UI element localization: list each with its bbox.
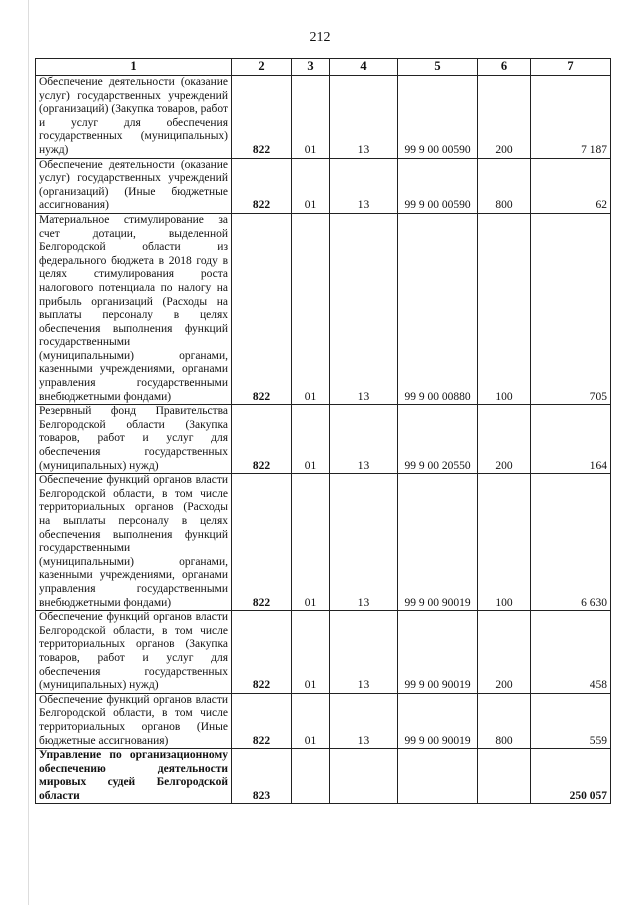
row-expense-type: 100 [478,213,531,404]
scan-edge-line [28,0,29,905]
row-target-article: 99 9 00 90019 [398,611,478,694]
table-row [36,213,611,404]
row-subsection-code: 13 [330,693,398,748]
row-section-code: 01 [292,611,330,694]
row-amount: 7 187 [531,76,611,159]
row-amount: 559 [531,693,611,748]
row-subsection-code: 13 [330,158,398,213]
row-section-code: 01 [292,474,330,611]
table-row [36,693,611,748]
table-row [36,405,611,474]
row-description: Материальное стимулирование за счет дотации, выделенной Белгородской области из федерального бюджета в 2018 году в целях стимулирования роста налогового потенциала по налогу на прибыль организаций (Расходы на выплаты персоналу в целях обеспечения выполнения функций государственными (муниципальными) органами, казенными учреждениями, органами управления государственными внебюджетными фондами) [36,213,232,404]
row-expense-type: 800 [478,158,531,213]
table-row [36,474,611,611]
row-subsection-code: 13 [330,213,398,404]
row-description: Управление по организационному обеспечению деятельности мировых судей Белгородской области [36,749,232,804]
row-department-code: 822 [232,611,292,694]
table-header-row [36,59,611,76]
row-description: Резервный фонд Правительства Белгородской области (Закупка товаров, работ и услуг для обеспечения государственных (муниципальных) нужд) [36,405,232,474]
row-expense-type: 100 [478,474,531,611]
row-amount: 62 [531,158,611,213]
row-target-article: 99 9 00 00590 [398,76,478,159]
row-department-code: 822 [232,213,292,404]
row-section-code [292,749,330,804]
row-department-code: 823 [232,749,292,804]
row-expense-type: 200 [478,611,531,694]
row-description: Обеспечение функций органов власти Белгородской области, в том числе территориальных органов (Иные бюджетные ассигнования) [36,693,232,748]
row-section-code: 01 [292,693,330,748]
row-expense-type: 200 [478,405,531,474]
row-expense-type [478,749,531,804]
row-amount: 458 [531,611,611,694]
row-description: Обеспечение функций органов власти Белгородской области, в том числе территориальных органов (Закупка товаров, работ и услуг для обеспечения государственных (муниципальных) нужд) [36,611,232,694]
row-subsection-code: 13 [330,76,398,159]
row-amount: 705 [531,213,611,404]
table-row-department-total [36,749,611,804]
row-department-code: 822 [232,405,292,474]
row-subsection-code: 13 [330,474,398,611]
row-target-article: 99 9 00 90019 [398,693,478,748]
header-col-3: 3 [292,59,330,76]
budget-table [35,58,611,804]
header-col-5: 5 [398,59,478,76]
header-col-4: 4 [330,59,398,76]
table-row [36,611,611,694]
header-col-7: 7 [531,59,611,76]
table-row [36,158,611,213]
row-department-code: 822 [232,76,292,159]
row-description: Обеспечение функций органов власти Белгородской области, в том числе территориальных органов (Расходы на выплаты персоналу в целях обеспечения выполнения функций государственными (муниципальными) органами, казенными учреждениями, органами управления государственными внебюджетными фондами) [36,474,232,611]
row-section-code: 01 [292,213,330,404]
row-target-article: 99 9 00 90019 [398,474,478,611]
row-expense-type: 800 [478,693,531,748]
table-row [36,76,611,159]
row-description: Обеспечение деятельности (оказание услуг) государственных учреждений (организаций) (Закупка товаров, работ и услуг для обеспечения государственных (муниципальных) нужд) [36,76,232,159]
row-subsection-code: 13 [330,405,398,474]
row-subsection-code [330,749,398,804]
row-department-code: 822 [232,474,292,611]
row-expense-type: 200 [478,76,531,159]
row-amount: 164 [531,405,611,474]
row-subsection-code: 13 [330,611,398,694]
row-department-code: 822 [232,158,292,213]
row-section-code: 01 [292,158,330,213]
row-amount: 250 057 [531,749,611,804]
row-department-code: 822 [232,693,292,748]
page-number: 212 [309,30,331,45]
header-col-1: 1 [36,59,232,76]
row-target-article: 99 9 00 20550 [398,405,478,474]
row-target-article: 99 9 00 00880 [398,213,478,404]
row-target-article [398,749,478,804]
row-amount: 6 630 [531,474,611,611]
row-target-article: 99 9 00 00590 [398,158,478,213]
header-col-6: 6 [478,59,531,76]
row-description: Обеспечение деятельности (оказание услуг) государственных учреждений (организаций) (Иные бюджетные ассигнования) [36,158,232,213]
row-section-code: 01 [292,76,330,159]
header-col-2: 2 [232,59,292,76]
row-section-code: 01 [292,405,330,474]
